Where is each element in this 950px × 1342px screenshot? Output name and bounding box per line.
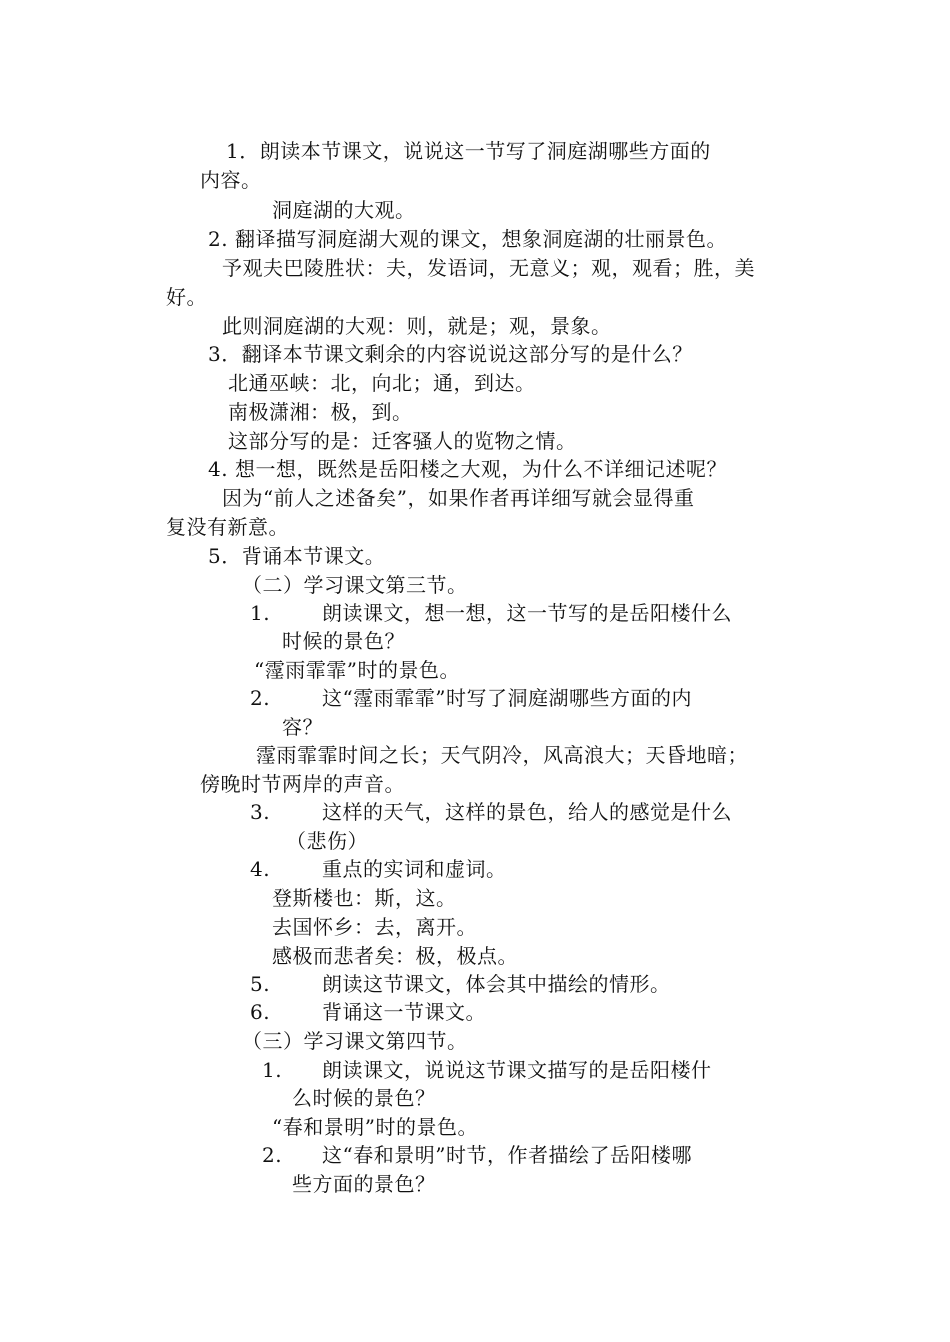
- s3-item-2-number: 2.: [262, 1143, 283, 1167]
- q2-line: 2. 翻译描写洞庭湖大观的课文，想象洞庭湖的壮丽景色。: [208, 227, 727, 251]
- s2-item-2-number: 2.: [250, 686, 271, 710]
- s2-item-4: [250, 855, 507, 883]
- s2-item-2: [250, 684, 692, 712]
- q3-line: 3．翻译本节课文剩余的内容说说这部分写的是什么？: [208, 342, 693, 366]
- s3-item-2: [262, 1141, 692, 1169]
- s2-item-1-answer: “霪雨霏霏”时的景色。: [254, 658, 460, 682]
- s2-item-1: [250, 599, 732, 627]
- s2-item-4-note-3: 感极而悲者矣：极，极点。: [272, 944, 518, 968]
- q2-note-2: 此则洞庭湖的大观：则，就是；观，景象。: [222, 314, 612, 338]
- s3-item-2-cont: 些方面的景色？: [292, 1172, 436, 1196]
- s2-item-4-text: 重点的实词和虚词。: [322, 857, 507, 881]
- s3-item-1-text: 说说这节课文描写的是岳阳楼什: [424, 1058, 712, 1082]
- section-3-heading: （三）学习课文第四节。: [242, 1029, 468, 1053]
- q1-line-1: 1．朗读本节课文，说说这一节写了洞庭湖哪些方面的: [226, 139, 711, 163]
- s2-item-6-number: 6.: [250, 1000, 271, 1024]
- q4-answer-2: 复没有新意。: [166, 515, 289, 539]
- s3-item-1: [262, 1056, 712, 1084]
- s2-item-1-cont: 时候的景色？: [282, 629, 405, 653]
- q2-note-1-cont: 好。: [166, 285, 207, 309]
- s2-item-3: [250, 798, 732, 826]
- s2-item-3-text: 这样的天气，这样的景色，给人的感觉是什么: [322, 800, 732, 824]
- s2-item-4-note-2: 去国怀乡：去，离开。: [272, 915, 477, 939]
- s2-item-3-number: 3.: [250, 800, 271, 824]
- s3-item-1-cont: 么时候的景色？: [292, 1086, 436, 1110]
- q4-line: 4. 想一想，既然是岳阳楼之大观，为什么不详细记述呢？: [208, 457, 727, 481]
- s2-item-1-text: 想一想，这一节写的是岳阳楼什么: [424, 601, 732, 625]
- s2-item-6-text: 背诵这一节课文。: [322, 1000, 486, 1024]
- q3-note-2: 南极潇湘：极，到。: [228, 400, 413, 424]
- s2-item-1-number: 1.: [250, 601, 271, 625]
- s2-item-2-text: 这“霪雨霏霏”时写了洞庭湖哪些方面的内: [322, 686, 692, 710]
- s2-item-2-cont: 容？: [282, 715, 323, 739]
- s2-item-2-answer-1: 霪雨霏霏时间之长；天气阴冷，风高浪大；天昏地暗；: [256, 743, 748, 767]
- section-2-heading: （二）学习课文第三节。: [242, 573, 468, 597]
- s3-item-1-number: 1.: [262, 1058, 283, 1082]
- s2-item-5-number: 5.: [250, 972, 271, 996]
- s2-item-4-number: 4.: [250, 857, 271, 881]
- q4-answer-1: 因为“前人之述备矣”，如果作者再详细写就会显得重: [222, 486, 695, 510]
- s2-item-6: [250, 998, 486, 1026]
- q1-line-2: 内容。: [200, 168, 262, 192]
- s3-item-1-answer: “春和景明”时的景色。: [272, 1115, 478, 1139]
- s2-item-4-note-1: 登斯楼也：斯，这。: [272, 886, 457, 910]
- q2-note-1: 予观夫巴陵胜状：夫，发语词，无意义；观，观看；胜，美: [222, 256, 755, 280]
- q5-line: 5．背诵本节课文。: [208, 544, 386, 568]
- q1-answer: 洞庭湖的大观。: [272, 198, 416, 222]
- q3-answer: 这部分写的是：迁客骚人的览物之情。: [228, 429, 577, 453]
- s3-item-2-text: 这“春和景明”时节，作者描绘了岳阳楼哪: [322, 1143, 692, 1167]
- s2-item-2-answer-2: 傍晚时节两岸的声音。: [200, 772, 405, 796]
- q3-note-1: 北通巫峡：北，向北；通，到达。: [228, 371, 536, 395]
- s3-item-1-lead: 朗读课文，: [322, 1058, 425, 1082]
- s2-item-5-text: 朗读这节课文，体会其中描绘的情形。: [322, 972, 671, 996]
- s2-item-5: [250, 970, 671, 998]
- s2-item-1-lead: 朗读课文，: [322, 601, 425, 625]
- s2-item-3-answer: （悲伤）: [286, 829, 368, 853]
